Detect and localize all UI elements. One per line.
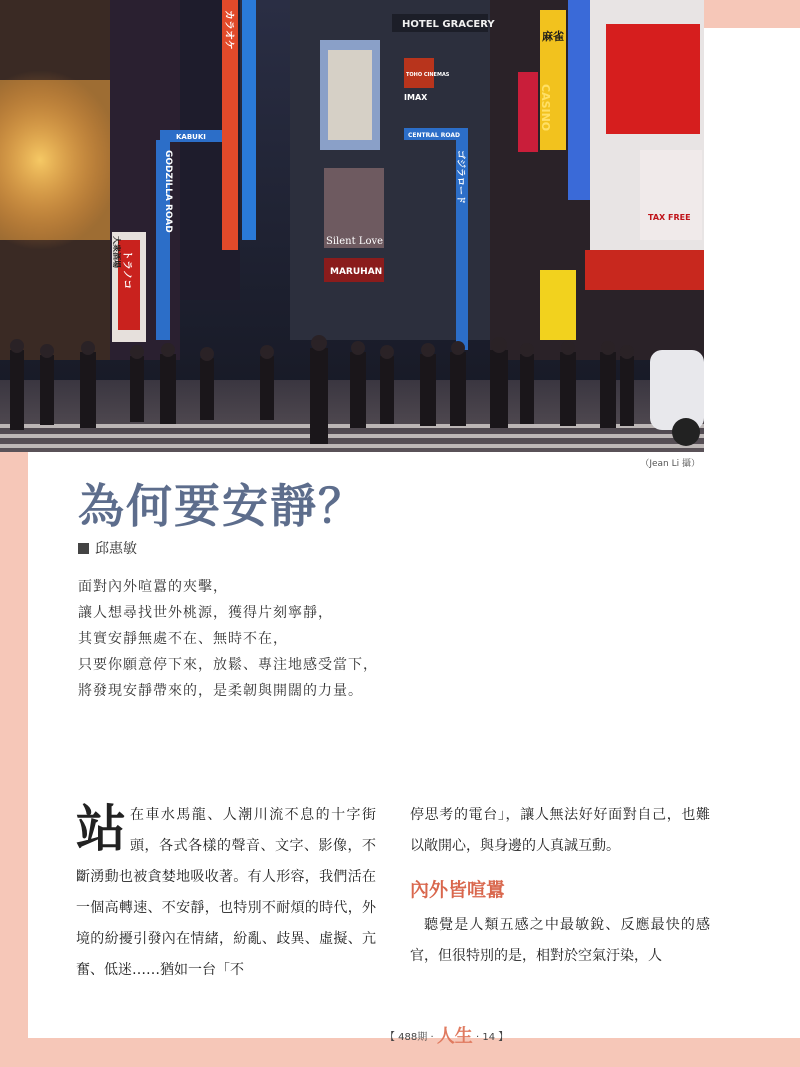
intro-line: 其實安靜無處不在、無時不在， [78, 631, 288, 647]
sign-godzilla-road: GODZILLA ROAD [163, 150, 173, 233]
drop-cap: 站 [76, 799, 126, 858]
sign-toranoko: トラノコ [121, 250, 132, 290]
body-text-right-2: 聽覺是人類五感之中最敏銳、反應最快的感官，但很特別的是，相對於空氣汙染，人 [410, 917, 710, 964]
author-line [78, 538, 137, 558]
folio-issue: 【 488期 · [385, 1032, 434, 1043]
body-column-right [410, 800, 710, 972]
intro-paragraph [78, 574, 438, 704]
sign-mahjong: 麻雀 [542, 30, 564, 43]
shinjuku-street-illustration [0, 0, 704, 452]
sign-kabuki: KABUKI [176, 133, 206, 141]
sign-toho-cinemas: TOHO CINEMAS [406, 72, 450, 78]
page-folio [385, 1022, 508, 1048]
section-subhead: 內外皆喧囂 [410, 879, 506, 901]
sign-godzilla-road-jp: ゴジラロード [455, 150, 465, 205]
body-text-right: 停思考的電台」，讓人無法好好面對自己，也難以敞開心，與身邊的人真誠互動。 [410, 807, 710, 854]
street-photo [0, 0, 704, 452]
body-column-left [76, 800, 376, 986]
photo-credit: （Jean Li 攝） [640, 459, 700, 469]
sign-taishu-sakaba: 大衆酒場 [112, 236, 121, 268]
sign-maruhan: MARUHAN [330, 267, 383, 277]
author-name: 邱惠敏 [95, 541, 137, 557]
sign-tax-free: TAX FREE [648, 213, 691, 222]
magazine-logo: 人生 [436, 1026, 473, 1047]
square-bullet-icon [78, 543, 89, 554]
article-title: 為何要安靜？ [78, 479, 366, 533]
sign-central-road: CENTRAL ROAD [408, 132, 460, 139]
intro-line: 面對內外喧囂的夾擊， [78, 579, 228, 595]
intro-line: 讓人想尋找世外桃源，獲得片刻寧靜， [78, 605, 333, 621]
sign-imax: IMAX [404, 93, 428, 102]
folio-page-number: · 14 】 [476, 1032, 509, 1043]
intro-line: 只要你願意停下來，放鬆、專注地感受當下， [78, 657, 378, 673]
intro-line: 將發現安靜帶來的，是柔韌與開闊的力量。 [78, 683, 363, 699]
sign-karaoke: カラオケ [223, 10, 234, 50]
sign-hotel-gracery: HOTEL GRACERY [402, 19, 495, 30]
sign-casino: CASINO [539, 84, 552, 132]
body-text-left: 在車水馬龍、人潮川流不息的十字街頭，各式各樣的聲音、文字、影像，不斷湧動也被貪婪地吸收著。有人形容，我們活在一個高轉速、不安靜，也特別不耐煩的時代，外境的紛擾引發內在情緒，紛亂、歧異、虛擬、亢奮、低迷……猶如一台「不 [76, 807, 376, 978]
sign-silent-love: Silent Love [326, 236, 384, 247]
